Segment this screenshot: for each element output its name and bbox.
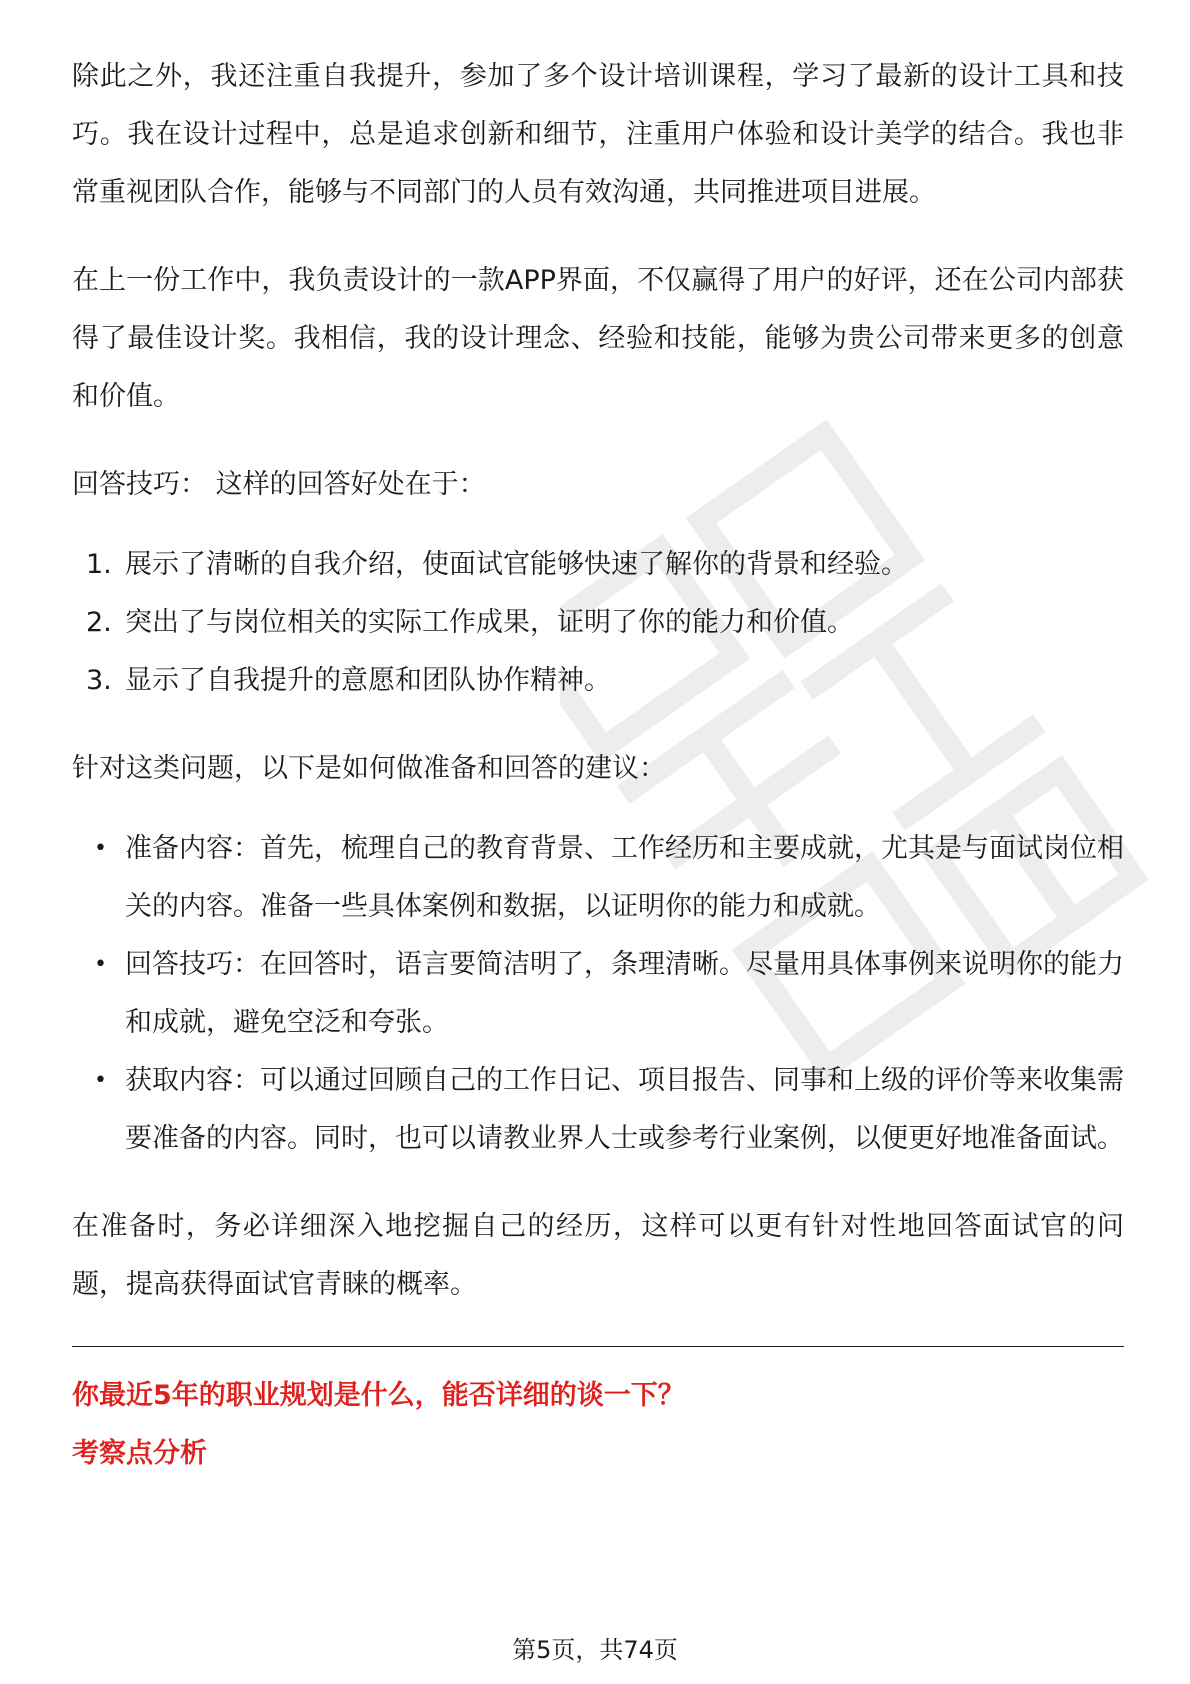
list-item	[72, 536, 1124, 594]
document-body	[72, 48, 1124, 1483]
list-item	[72, 820, 1124, 936]
list-item	[72, 652, 1124, 710]
list-item	[72, 936, 1124, 1052]
list-item-text: 突出了与岗位相关的实际工作成果，证明了你的能力和价值。	[125, 607, 854, 638]
list-item-text: 准备内容：首先，梳理自己的教育背景、工作经历和主要成就，尤其是与面试岗位相关的内容。准备一些具体案例和数据，以证明你的能力和成就。	[125, 833, 1124, 922]
bullet-icon: •	[94, 952, 107, 977]
list-number: 2.	[86, 607, 112, 638]
list-number: 3.	[86, 665, 112, 696]
paragraph-previous-job: 在上一份工作中，我负责设计的一款APP界面，不仅赢得了用户的好评，还在公司内部获得了最佳设计奖。我相信，我的设计理念、经验和技能，能够为贵公司带来更多的创意和价值。	[72, 265, 1124, 412]
bullet-list	[72, 820, 1124, 1168]
list-item	[72, 594, 1124, 652]
bullet-icon: •	[94, 1068, 107, 1093]
question-heading: 你最近5年的职业规划是什么，能否详细的谈一下？	[72, 1380, 685, 1411]
paragraph-self-improvement: 除此之外，我还注重自我提升，参加了多个设计培训课程，学习了最新的设计工具和技巧。我在设计过程中，总是追求创新和细节，注重用户体验和设计美学的结合。我也非常重视团队合作，能够与不同部门的人员有效沟通，共同推进项目进展。	[72, 61, 1124, 208]
paragraph-closing: 在准备时，务必详细深入地挖掘自己的经历，这样可以更有针对性地回答面试官的问题，提高获得面试官青睐的概率。	[72, 1211, 1124, 1300]
list-item-text: 回答技巧：在回答时，语言要简洁明了，条理清晰。尽量用具体事例来说明你的能力和成就，避免空泛和夸张。	[125, 949, 1124, 1038]
paragraph-suggestion-intro: 针对这类问题，以下是如何做准备和回答的建议：	[72, 753, 666, 784]
numbered-list	[72, 536, 1124, 710]
list-item-text: 展示了清晰的自我介绍，使面试官能够快速了解你的背景和经验。	[125, 549, 908, 580]
list-item-text: 获取内容：可以通过回顾自己的工作日记、项目报告、同事和上级的评价等来收集需要准备的内容。同时，也可以请教业界人士或参考行业案例，以便更好地准备面试。	[125, 1065, 1124, 1154]
list-item-text: 显示了自我提升的意愿和团队协作精神。	[125, 665, 611, 696]
list-item	[72, 1052, 1124, 1168]
paragraph-answer-tips: 回答技巧： 这样的回答好处在于：	[72, 469, 486, 500]
list-number: 1.	[86, 549, 112, 580]
bullet-icon: •	[94, 836, 107, 861]
section-divider	[72, 1346, 1124, 1347]
section-heading: 考察点分析	[72, 1438, 207, 1469]
page-footer: 第5页，共74页	[512, 1636, 678, 1664]
